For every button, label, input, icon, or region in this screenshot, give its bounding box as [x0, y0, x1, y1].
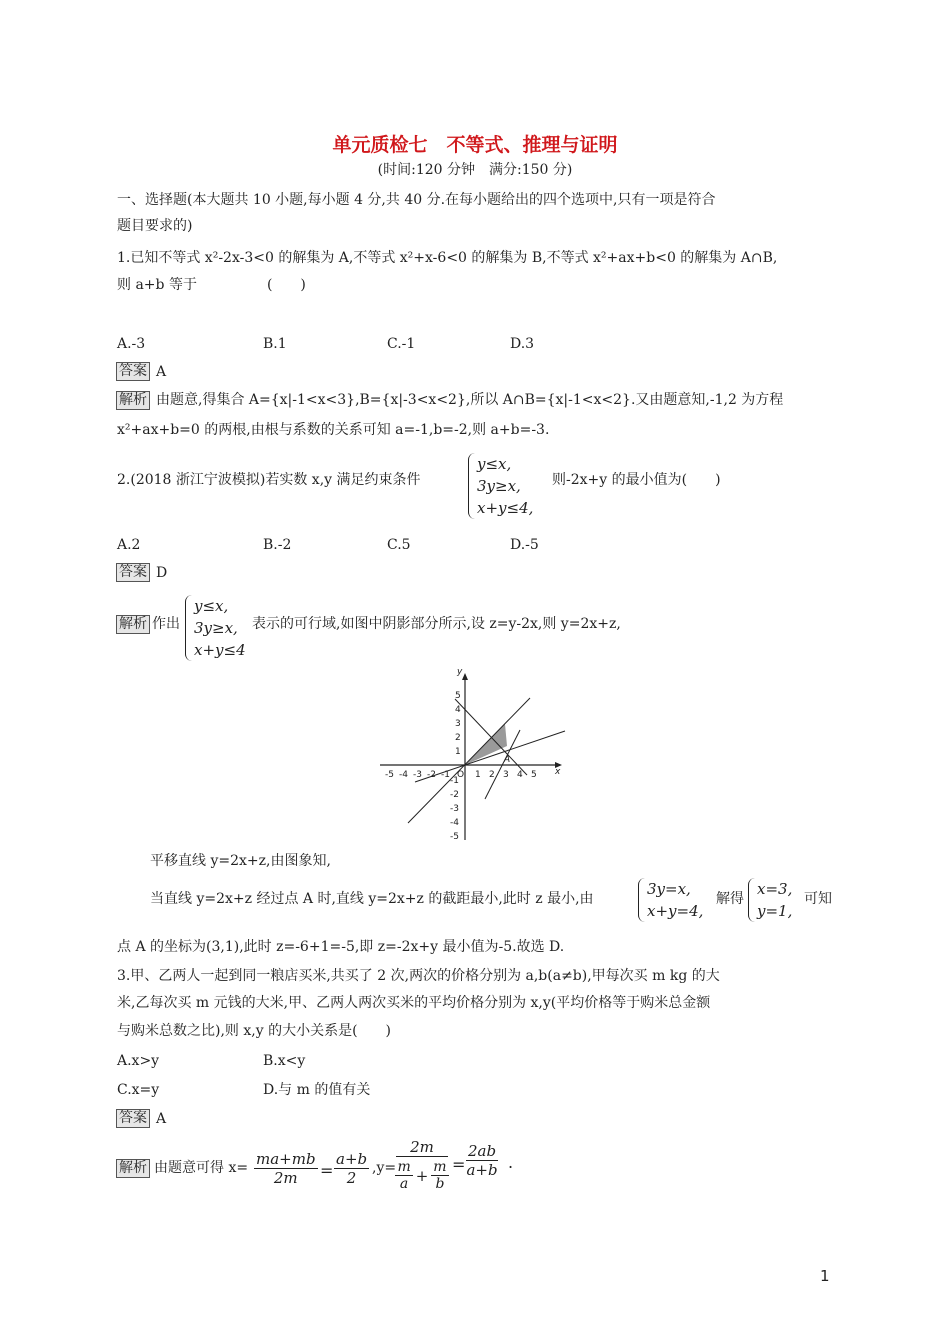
q2-analysis-shift: 平移直线 y=2x+z,由图象知,: [150, 853, 331, 869]
y-tick-3: 3: [455, 719, 461, 729]
page-number: 1: [820, 1267, 830, 1285]
q3-option-d: D.与 m 的值有关: [263, 1082, 371, 1098]
x-tick-2: 2: [489, 770, 495, 780]
q1-stem-line1: 1.已知不等式 x²-2x-3<0 的解集为 A,不等式 x²+x-6<0 的解集为 B,不等式 x²+ax+b<0 的解集为 A∩B,: [117, 250, 778, 266]
q3-sub-frac-2-num: m: [433, 1159, 447, 1175]
q1-answer-tag: 答案: [116, 362, 150, 381]
q2-stem-prefix: 2.(2018 浙江宁波模拟)若实数 x,y 满足约束条件: [117, 472, 421, 488]
x-tick-1: 1: [475, 770, 481, 780]
x-tick-neg2: -2: [427, 770, 436, 780]
q2-can-know: 可知: [804, 891, 832, 907]
q2-equation-1: 3y=x,: [647, 880, 691, 898]
q3-stem-line2: 米,乙每次买 m 元钱的大米,甲、乙两人两次买米的平均价格分别为 x,y(平均价格等于购米总金额: [117, 995, 711, 1011]
y-tick-2: 2: [455, 733, 461, 743]
q1-option-b: B.1: [263, 336, 287, 352]
x-tick-3: 3: [503, 770, 509, 780]
q3-fraction-result-den: a+b: [466, 1161, 498, 1179]
y-tick-neg3: -3: [450, 804, 459, 814]
q3-stem-line1: 3.甲、乙两人一起到同一粮店买米,共买了 2 次,两次的价格分别为 a,b(a≠b),甲每次买 m kg 的大: [117, 968, 720, 984]
x-tick-neg1: -1: [441, 770, 450, 780]
q1-answer-value: A: [156, 364, 167, 380]
y-tick-4: 4: [455, 705, 461, 715]
q3-y-equals: ,y=: [372, 1160, 397, 1176]
point-a-label: A: [504, 755, 511, 765]
q2-analysis-constraint-2: 3y≥x,: [194, 619, 238, 637]
x-tick-neg3: -3: [413, 770, 422, 780]
q3-sub-frac-1-den: a: [399, 1176, 409, 1192]
q2-equation-2: x+y=4,: [647, 902, 704, 920]
q2-analysis-constraint-1: y≤x,: [194, 597, 229, 615]
q3-fraction-x-num: ma+mb: [256, 1150, 316, 1168]
q3-equals-2: =: [452, 1155, 466, 1174]
q2-analysis-prefix: 作出: [152, 616, 180, 632]
q2-equation-system: [638, 878, 703, 922]
x-tick-4: 4: [517, 770, 523, 780]
q2-solution-system: [748, 878, 792, 922]
line-y-eq-x: [408, 698, 530, 823]
q2-constraint-3: x+y≤4,: [477, 499, 534, 517]
q3-fraction-result-num: 2ab: [468, 1142, 497, 1160]
q2-constraint-1: y≤x,: [477, 455, 512, 473]
q1-option-d: D.3: [510, 336, 535, 352]
q3-sub-frac-2: [431, 1159, 448, 1192]
q1-option-c: C.-1: [387, 336, 416, 352]
x-axis-label: x: [555, 767, 561, 777]
q3-fraction-x-den: 2m: [273, 1169, 298, 1187]
q3-fraction-y-den: [396, 1159, 448, 1192]
q2-analysis-constraint-3: x+y≤4: [194, 641, 246, 659]
page-subtitle: (时间:120 分钟 满分:150 分): [377, 162, 573, 178]
y-tick-neg1: -1: [450, 776, 459, 786]
q2-constraint-2: 3y≥x,: [477, 477, 521, 495]
y-axis-label: y: [457, 667, 463, 677]
q3-fraction-mean: [334, 1150, 369, 1187]
q3-period: .: [508, 1153, 514, 1172]
q3-analysis-tag: 解析: [116, 1159, 150, 1178]
q2-constraint-system: [468, 453, 533, 519]
origin-label: O: [457, 770, 465, 780]
q2-solution-x: x=3,: [757, 880, 793, 898]
y-tick-neg2: -2: [450, 790, 459, 800]
q2-analysis-suffix: 表示的可行域,如图中阴影部分所示,设 z=y-2x,则 y=2x+z,: [252, 616, 621, 632]
q3-equals-1: =: [320, 1161, 334, 1180]
q3-plus-sign: +: [415, 1166, 429, 1185]
q2-option-d: D.-5: [510, 537, 539, 553]
q1-analysis-line1: 由题意,得集合 A={x|-1<x<3},B={x|-3<x<2},所以 A∩B={x|-1<x<2}.又由题意知,-1,2 为方程: [156, 392, 784, 408]
q2-analysis-when: 当直线 y=2x+z 经过点 A 时,直线 y=2x+z 的截距最小,此时 z 最小,由: [150, 891, 594, 907]
q3-answer-value: A: [156, 1111, 167, 1127]
q3-option-a: A.x>y: [117, 1053, 160, 1069]
feasible-region-graph: [380, 665, 570, 845]
q2-solution-y: y=1,: [757, 902, 793, 920]
q2-answer-value: D: [156, 565, 168, 581]
q3-sub-frac-2-den: b: [435, 1176, 445, 1192]
q2-stem-suffix: 则-2x+y 的最小值为( ): [552, 472, 721, 488]
q2-analysis-system: [185, 595, 246, 661]
q1-option-a: A.-3: [117, 336, 146, 352]
q3-fraction-mean-num: a+b: [336, 1150, 368, 1168]
q1-analysis-line2: x²+ax+b=0 的两根,由根与系数的关系可知 a=-1,b=-2,则 a+b=-3.: [117, 422, 550, 438]
y-tick-neg5: -5: [450, 832, 459, 842]
q2-answer-tag: 答案: [116, 563, 150, 582]
q1-analysis-tag: 解析: [116, 391, 150, 410]
q2-option-a: A.2: [117, 537, 141, 553]
q3-fraction-mean-den: 2: [346, 1169, 357, 1187]
x-tick-neg5: -5: [385, 770, 394, 780]
q3-stem-line3: 与购米总数之比),则 x,y 的大小关系是( ): [117, 1023, 391, 1039]
q3-option-b: B.x<y: [263, 1053, 306, 1069]
q2-option-c: C.5: [387, 537, 411, 553]
q2-solved-word: 解得: [716, 891, 744, 907]
q3-fraction-y: [396, 1138, 448, 1192]
q1-stem-line2: 则 a+b 等于 ( ): [117, 277, 306, 293]
q3-answer-tag: 答案: [116, 1109, 150, 1128]
y-axis-arrow: [462, 673, 468, 680]
page-title: 单元质检七 不等式、推理与证明: [332, 134, 618, 156]
q2-analysis-tag: 解析: [116, 615, 150, 634]
y-tick-neg4: -4: [450, 818, 459, 828]
q2-conclusion: 点 A 的坐标为(3,1),此时 z=-6+1=-5,即 z=-2x+y 最小值为-5.故选 D.: [117, 939, 565, 955]
q3-fraction-x: [254, 1150, 318, 1187]
q3-analysis-prefix: 由题意可得 x=: [154, 1160, 249, 1176]
q3-fraction-y-num: 2m: [396, 1138, 448, 1157]
q2-option-b: B.-2: [263, 537, 292, 553]
q3-fraction-result: [466, 1142, 498, 1179]
x-tick-5: 5: [531, 770, 537, 780]
section-heading-line2: 题目要求的): [117, 218, 193, 234]
x-tick-neg4: -4: [399, 770, 408, 780]
q3-sub-frac-1: [395, 1159, 412, 1192]
section-heading-line1: 一、选择题(本大题共 10 小题,每小题 4 分,共 40 分.在每小题给出的四个选项中,只有一项是符合: [117, 192, 716, 208]
q3-sub-frac-1-num: m: [397, 1159, 411, 1175]
y-tick-5: 5: [455, 691, 461, 701]
q3-option-c: C.x=y: [117, 1082, 160, 1098]
y-tick-1: 1: [455, 747, 461, 757]
